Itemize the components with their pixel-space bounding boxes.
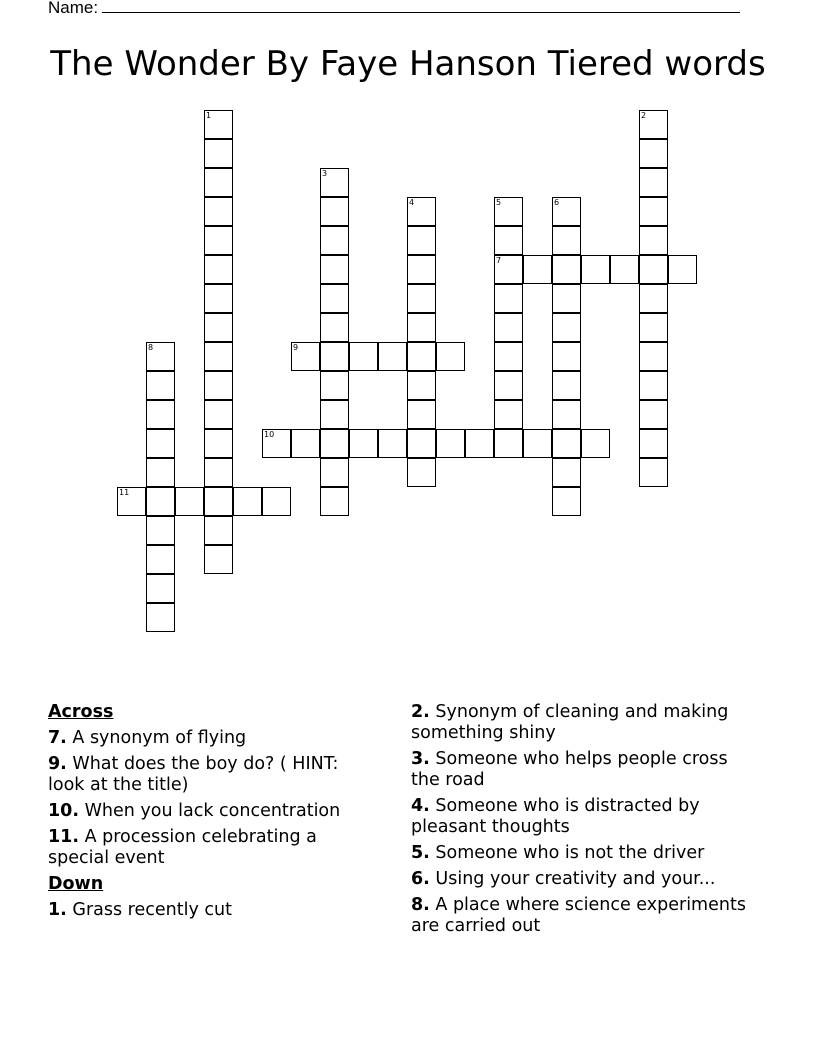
crossword-cell[interactable] — [552, 284, 581, 313]
crossword-cell[interactable] — [146, 516, 175, 545]
cell-number: 8 — [148, 343, 154, 352]
clue-text: Someone who is distracted by pleasant thoughts — [411, 796, 700, 837]
crossword-cell[interactable] — [610, 255, 639, 284]
clue-down-5 — [411, 843, 761, 864]
clue-down-4 — [411, 796, 761, 838]
crossword-cell[interactable] — [320, 313, 349, 342]
crossword-cell[interactable] — [436, 342, 465, 371]
crossword-cell[interactable] — [378, 429, 407, 458]
crossword-cell[interactable] — [204, 284, 233, 313]
crossword-cell[interactable] — [204, 110, 233, 139]
crossword-cell[interactable] — [349, 342, 378, 371]
crossword-cell[interactable] — [552, 400, 581, 429]
clue-number: 10. — [48, 801, 80, 821]
clue-text: Grass recently cut — [72, 900, 232, 920]
crossword-cell[interactable] — [639, 429, 668, 458]
clue-down-6 — [411, 869, 761, 890]
clue-text: Using your creativity and your... — [435, 869, 716, 889]
crossword-cell[interactable] — [639, 342, 668, 371]
crossword-cell[interactable] — [639, 139, 668, 168]
clue-down-8 — [411, 895, 761, 937]
cell-number: 2 — [641, 111, 647, 120]
crossword-cell[interactable] — [407, 371, 436, 400]
crossword-cell[interactable] — [320, 255, 349, 284]
clue-across-10 — [48, 801, 378, 822]
crossword-cell[interactable] — [204, 545, 233, 574]
crossword-cell[interactable] — [204, 487, 233, 516]
crossword-cell[interactable] — [320, 429, 349, 458]
clue-number: 2. — [411, 702, 430, 722]
clue-text: Someone who helps people cross the road — [411, 749, 728, 790]
crossword-cell[interactable] — [552, 487, 581, 516]
crossword-cell[interactable] — [146, 342, 175, 371]
crossword-cell[interactable] — [639, 371, 668, 400]
crossword-cell[interactable] — [175, 487, 204, 516]
crossword-cell[interactable] — [552, 429, 581, 458]
clue-text: A place where science experiments are carried out — [411, 895, 746, 936]
crossword-cell[interactable] — [320, 226, 349, 255]
crossword-cell[interactable] — [378, 342, 407, 371]
crossword-cell[interactable] — [639, 110, 668, 139]
crossword-cell[interactable] — [320, 487, 349, 516]
crossword-cell[interactable] — [204, 168, 233, 197]
cell-number: 3 — [322, 169, 328, 178]
crossword-cell[interactable] — [523, 255, 552, 284]
clue-number: 4. — [411, 796, 430, 816]
clue-down-2 — [411, 702, 761, 744]
clue-number: 5. — [411, 843, 430, 863]
crossword-cell[interactable] — [465, 429, 494, 458]
cell-number: 6 — [554, 198, 560, 207]
crossword-cell[interactable] — [204, 429, 233, 458]
clue-number: 9. — [48, 754, 67, 774]
crossword-cell[interactable] — [146, 545, 175, 574]
crossword-cell[interactable] — [117, 487, 146, 516]
clue-across-7 — [48, 728, 378, 749]
crossword-cell[interactable] — [552, 458, 581, 487]
crossword-cell[interactable] — [146, 603, 175, 632]
clue-number: 11. — [48, 827, 80, 847]
crossword-cell[interactable] — [552, 226, 581, 255]
crossword-cell[interactable] — [639, 168, 668, 197]
clues-column-left — [48, 702, 378, 926]
crossword-cell[interactable] — [146, 487, 175, 516]
crossword-cell[interactable] — [552, 313, 581, 342]
crossword-cell[interactable] — [639, 400, 668, 429]
crossword-cell[interactable] — [581, 255, 610, 284]
crossword-cell[interactable] — [320, 400, 349, 429]
crossword-cell[interactable] — [494, 371, 523, 400]
crossword-cell[interactable] — [581, 429, 610, 458]
crossword-cell[interactable] — [204, 516, 233, 545]
crossword-cell[interactable] — [494, 400, 523, 429]
clue-number: 8. — [411, 895, 430, 915]
crossword-cell[interactable] — [668, 255, 697, 284]
crossword-cell[interactable] — [552, 197, 581, 226]
crossword-cell[interactable] — [233, 487, 262, 516]
crossword-cell[interactable] — [146, 371, 175, 400]
crossword-cell[interactable] — [639, 284, 668, 313]
crossword-cell[interactable] — [407, 458, 436, 487]
crossword-cell[interactable] — [291, 429, 320, 458]
crossword-cell[interactable] — [494, 429, 523, 458]
crossword-cell[interactable] — [407, 255, 436, 284]
crossword-cell[interactable] — [494, 313, 523, 342]
clue-text: A synonym of flying — [72, 728, 247, 748]
crossword-cell[interactable] — [146, 429, 175, 458]
crossword-cell[interactable] — [639, 226, 668, 255]
name-label: Name: — [48, 0, 99, 17]
crossword-cell[interactable] — [320, 342, 349, 371]
across-heading: Across — [48, 702, 114, 722]
page-title: The Wonder By Faye Hanson Tiered words — [50, 44, 766, 84]
crossword-cell[interactable] — [407, 197, 436, 226]
clue-number: 7. — [48, 728, 67, 748]
cell-number: 9 — [293, 343, 299, 352]
crossword-cell[interactable] — [639, 197, 668, 226]
crossword-cell[interactable] — [407, 284, 436, 313]
clue-across-11 — [48, 827, 378, 869]
clue-down-1 — [48, 900, 378, 921]
crossword-cell[interactable] — [552, 255, 581, 284]
crossword-cell[interactable] — [349, 429, 378, 458]
crossword-cell[interactable] — [320, 284, 349, 313]
clue-down-3 — [411, 749, 761, 791]
crossword-cell[interactable] — [494, 255, 523, 284]
clue-across-9 — [48, 754, 378, 796]
cell-number: 11 — [119, 488, 130, 497]
crossword-cell[interactable] — [320, 197, 349, 226]
clue-text: What does the boy do? ( HINT: look at the title) — [48, 754, 339, 795]
crossword-cell[interactable] — [494, 197, 523, 226]
crossword-cell[interactable] — [639, 458, 668, 487]
crossword-cell[interactable] — [494, 342, 523, 371]
clues-column-right — [411, 702, 761, 942]
crossword-cell[interactable] — [262, 429, 291, 458]
clue-text: Someone who is not the driver — [435, 843, 705, 863]
crossword-cell[interactable] — [320, 168, 349, 197]
crossword-cell[interactable] — [204, 197, 233, 226]
clue-text: A procession celebrating a special event — [48, 827, 317, 868]
crossword-cell[interactable] — [146, 458, 175, 487]
crossword-cell[interactable] — [204, 371, 233, 400]
crossword-cell[interactable] — [204, 139, 233, 168]
down-heading: Down — [48, 874, 104, 894]
clue-number: 3. — [411, 749, 430, 769]
crossword-cell[interactable] — [204, 342, 233, 371]
crossword-cell[interactable] — [552, 342, 581, 371]
crossword-cell[interactable] — [639, 313, 668, 342]
crossword-cell[interactable] — [320, 371, 349, 400]
crossword-cell[interactable] — [204, 226, 233, 255]
crossword-cell[interactable] — [262, 487, 291, 516]
crossword-cell[interactable] — [204, 458, 233, 487]
crossword-cell[interactable] — [204, 400, 233, 429]
clue-number: 1. — [48, 900, 67, 920]
cell-number: 5 — [496, 198, 502, 207]
cell-number: 10 — [264, 430, 275, 439]
crossword-cell[interactable] — [407, 429, 436, 458]
clue-text: Synonym of cleaning and making something shiny — [411, 702, 729, 743]
crossword-cell[interactable] — [146, 574, 175, 603]
crossword-cell[interactable] — [407, 400, 436, 429]
crossword-cell[interactable] — [523, 429, 552, 458]
clue-number: 6. — [411, 869, 430, 889]
crossword-cell[interactable] — [552, 371, 581, 400]
crossword-cell[interactable] — [407, 313, 436, 342]
crossword-cell[interactable] — [146, 400, 175, 429]
crossword-cell[interactable] — [320, 458, 349, 487]
crossword-cell[interactable] — [639, 255, 668, 284]
crossword-cell[interactable] — [494, 226, 523, 255]
crossword-cell[interactable] — [204, 255, 233, 284]
crossword-cell[interactable] — [204, 313, 233, 342]
clue-text: When you lack concentration — [84, 801, 341, 821]
crossword-cell[interactable] — [436, 429, 465, 458]
cell-number: 7 — [496, 256, 502, 265]
crossword-cell[interactable] — [407, 226, 436, 255]
crossword-cell[interactable] — [291, 342, 320, 371]
cell-number: 1 — [206, 111, 212, 120]
crossword-cell[interactable] — [494, 284, 523, 313]
crossword-cell[interactable] — [407, 342, 436, 371]
cell-number: 4 — [409, 198, 415, 207]
